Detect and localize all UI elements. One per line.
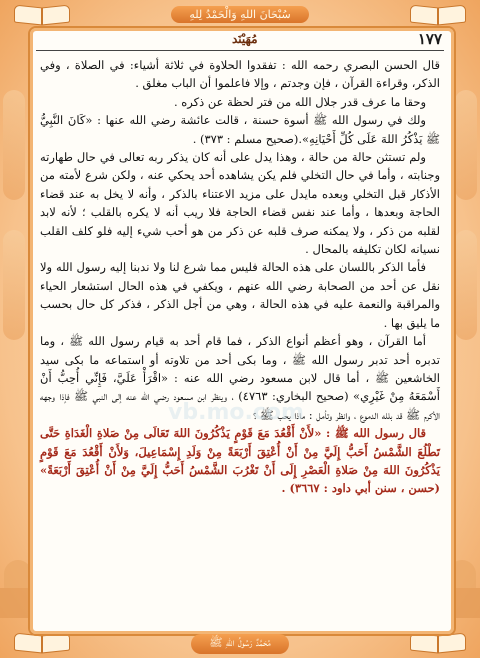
header-divider — [36, 50, 444, 51]
paragraph: قال الحسن البصري رحمه الله : تفقدوا الحلاوة في ثلاثة أشياء: في الصلاة ، وفي الذكر، وقراءة القرآن ، فإن وجدتم ، وإلا فاعلموا أن الباب مغلق . — [40, 58, 440, 91]
header-ornament — [0, 0, 480, 28]
header-label: سُبْحَانَ اللهِ وَالْحَمْدُ لِلهِ — [171, 6, 308, 23]
side-ornament — [455, 230, 477, 340]
running-head: مُهَيْنَد — [232, 32, 258, 46]
footer-label: مُحَمَّدٌ رَسُولُ اللهِ ﷺ — [191, 634, 289, 654]
page-number: ١٧٧ — [417, 30, 442, 48]
paragraph: ولم تستثن حالة من حالة ، وهذا يدل على أنه كان يذكر ربه تعالى في حال طهارته وجنابته ، وأما في حال التخلي فلم يكن يشاهده أحد يحكي عنه ، ولكن شرع لأمته من الأذكار قبل التخلي وبعده مايدل على مزيد الاعتناء بالذكر ، وأنه لا يخل به عند قضاء الحاجة وبعدها ، وأما عند نفس قضاء الحاجة فلا ريب أنه لا يكره بالقلب ؛ لأنه لابد لقلبه من ذكر ، ولا يمكنه صرف قلبه عن ذكر من هو أحب شيء إليه فلو كلف القلب نسيانه لكان تكليفه بالمحال . — [40, 150, 440, 257]
paragraph: أما القرآن ، وهو أعظم أنواع الذكر ، فما قام أحد به قيام رسول الله ﷺ ، وما تدبره أحد تدبر رسول الله ﷺ ، وما بكى أحد من تلاوته أو استماعه ما بكى سيد الخاشعين ﷺ ، أما قال لابن مسعود رضي الله عنه : «اقْرَأْ عَلَيَّ، فَإِنِّي أُحِبُّ أَنْ أَسْمَعَهُ مِنْ غَيْرِي» (صحيح البخاري: ٤٧٦٣) ، وينظر ابن مسعود رضي الله عنه إلى النبي ﷺ فإذا وجهه الأكرم ﷺ قد بلله الدموع ، وانظر وتأمل : ماذا يحب ﷺ ؟ — [40, 334, 440, 422]
watermark: vb.mo.com — [168, 400, 304, 425]
paragraph: ولك في رسول الله ﷺ أسوة حسنة ، قالت عائشة رضي الله عنها : «كَانَ النَّبِيُّ ﷺ يَذْكُرُ اللهَ عَلَى كُلِّ أَحْيَانِهِ».(صحيح مسلم : ٣٧٣) . — [40, 113, 440, 146]
side-ornament — [3, 230, 25, 340]
body-text — [40, 56, 440, 498]
footer-ornament — [0, 630, 480, 658]
side-ornament — [455, 90, 477, 200]
hadith-paragraph: قال رسول الله ﷺ : «لأَنْ أَقْعُدَ مَعَ قَوْمٍ يَذْكُرُونَ اللهَ تَعَالَى مِنْ صَلاةِ الْغَدَاةِ حَتَّى تَطْلُعَ الشَّمْسُ أَحَبُّ إِلَيَّ مِنْ أَنْ أُعْتِقَ أَرْبَعَةً مِنْ وَلَدِ إِسْمَاعِيلَ، وَلأَنْ أَقْعُدَ مَعَ قَوْمٍ يَذْكُرُونَ اللهَ مِنْ صَلاةِ الْعَصْرِ إِلَى أَنْ تَغْرُبَ الشَّمْسُ أَحَبُّ إِلَيَّ مِنْ أَنْ أُعْتِقَ أَرْبَعَةً» (حسن ، سنن أبي داود : ٣٦٦٧) . — [40, 426, 440, 496]
paragraph: وحقا ما عرف قدر جلال الله من فتر لحظة عن ذكره . — [173, 94, 426, 109]
paragraph: فأما الذكر باللسان على هذه الحالة فليس مما شرع لنا ولا ندبنا إليه رسول الله ولا نقل عن أحد من الصحابة رضي الله عنهم ، ويكفي في هذه الحال استشعار الحياء والمراقبة والنعمة عليه في هذه الحالة ، وهي من أجل الذكر ، فذكر كل حال بحسب ما يليق بها . — [40, 260, 440, 330]
side-ornament — [3, 90, 25, 200]
open-book-icon — [14, 4, 70, 26]
open-book-icon — [410, 4, 466, 26]
